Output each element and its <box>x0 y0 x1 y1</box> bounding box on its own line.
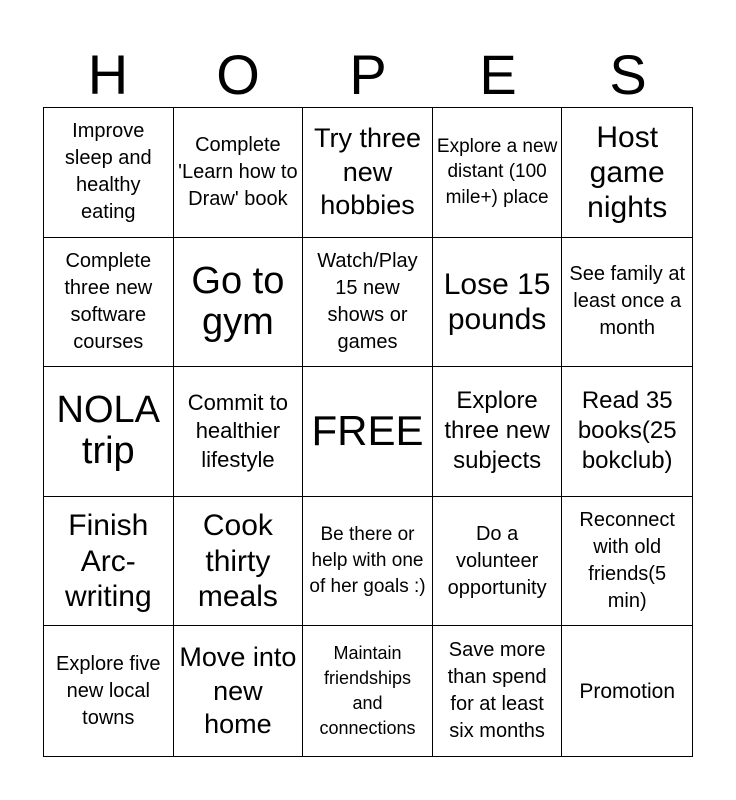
bingo-cell-r1c5[interactable] <box>562 108 692 238</box>
cell-text: Watch/Play 15 new shows or games <box>317 249 418 353</box>
cell-text: Try three new hobbies <box>313 123 421 220</box>
bingo-cell-r2c5[interactable] <box>562 238 692 368</box>
cell-text: Explore a new distant (100 mile+) place <box>436 135 558 209</box>
bingo-cell-r5c3[interactable] <box>303 626 433 756</box>
header-letter-e: E <box>479 43 517 106</box>
cell-text: Promotion <box>579 679 676 703</box>
cell-text: Explore five new local towns <box>56 652 161 729</box>
cell-text: Host game nights <box>587 120 668 224</box>
cell-text: Read 35 books(25 bokclub) <box>577 387 677 475</box>
bingo-cell-r2c2[interactable] <box>174 238 304 368</box>
cell-text: Lose 15 pounds <box>443 267 551 336</box>
cell-text: See family at least once a month <box>569 263 685 340</box>
bingo-cell-r1c4[interactable] <box>433 108 563 238</box>
cell-text: Be there or help with one of her goals :) <box>309 524 426 597</box>
bingo-cell-r2c4[interactable] <box>433 238 563 368</box>
cell-text: NOLA trip <box>56 389 161 473</box>
bingo-cell-r4c3[interactable] <box>303 497 433 627</box>
cell-text: Save more than spend for at least six months <box>447 639 547 743</box>
bingo-cell-r3c2[interactable] <box>174 367 304 497</box>
bingo-cell-r3c1[interactable] <box>44 367 174 497</box>
bingo-cell-r5c4[interactable] <box>433 626 563 756</box>
free-space[interactable] <box>303 367 433 497</box>
cell-text: Complete 'Learn how to Draw' book <box>178 133 298 210</box>
bingo-cell-r4c2[interactable] <box>174 497 304 627</box>
cell-text: Do a volunteer opportunity <box>447 522 547 599</box>
bingo-cell-r2c1[interactable] <box>44 238 174 368</box>
cell-text: Move into new home <box>179 642 297 739</box>
bingo-cell-r3c4[interactable] <box>433 367 563 497</box>
cell-text: Complete three new software courses <box>64 249 153 353</box>
bingo-cell-r3c5[interactable] <box>562 367 692 497</box>
cell-text: Reconnect with old friends(5 min) <box>579 509 675 613</box>
bingo-cell-r1c3[interactable] <box>303 108 433 238</box>
bingo-cell-r2c3[interactable] <box>303 238 433 368</box>
cell-text: FREE <box>311 407 424 455</box>
cell-text: Finish Arc-writing <box>64 509 152 613</box>
bingo-cell-r5c5[interactable] <box>562 626 692 756</box>
cell-text: Explore three new subjects <box>444 387 550 475</box>
bingo-cell-r4c1[interactable] <box>44 497 174 627</box>
cell-text: Commit to healthier lifestyle <box>187 389 289 472</box>
header-letter-h: H <box>87 43 129 106</box>
bingo-cell-r4c5[interactable] <box>562 497 692 627</box>
header-letter-p: P <box>349 43 387 106</box>
cell-text: Go to gym <box>191 259 285 343</box>
bingo-cell-r4c4[interactable] <box>433 497 563 627</box>
bingo-cell-r5c2[interactable] <box>174 626 304 756</box>
bingo-cell-r1c1[interactable] <box>44 108 174 238</box>
cell-text: Cook thirty meals <box>197 509 278 613</box>
cell-text: Maintain friendships and connections <box>319 642 416 739</box>
bingo-cell-r1c2[interactable] <box>174 108 304 238</box>
header-letter-o: O <box>216 43 260 106</box>
bingo-board <box>43 107 693 757</box>
bingo-cell-r5c1[interactable] <box>44 626 174 756</box>
header-letter-s: S <box>609 43 647 106</box>
cell-text: Improve sleep and healthy eating <box>64 120 152 224</box>
bingo-header <box>43 42 693 108</box>
